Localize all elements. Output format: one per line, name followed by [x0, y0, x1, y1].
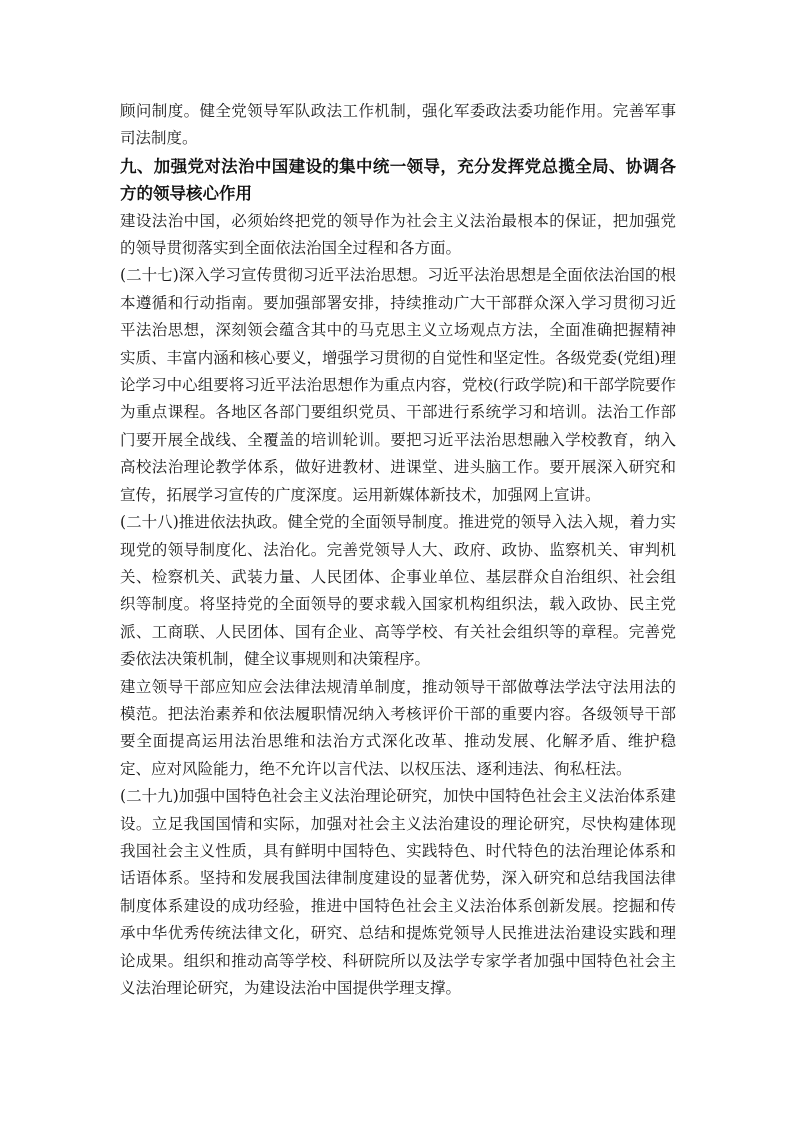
item-28-paragraph: (二十八)推进依法执政。健全党的全面领导制度。推进党的领导入法入规，着力实现党的领导制度化、法治化。完善党领导人大、政府、政协、监察机关、审判机关、检察机关、武装力量、人民团体、企事业单位、基层群众自治组织、社会组织等制度。将坚持党的全面领导的要求载入国家机构组织法，载入政协、民主党派、工商联、人民团体、国有企业、高等学校、有关社会组织等的章程。完善党委依法决策机制，健全议事规则和决策程序。 — [120, 513, 676, 669]
document-page — [120, 98, 676, 1002]
intro-paragraph: 建设法治中国，必须始终把党的领导作为社会主义法治最根本的保证，把加强党的领导贯彻落实到全面依法治国全过程和各方面。 — [120, 211, 676, 258]
section-heading: 九、加强党对法治中国建设的集中统一领导，充分发挥党总揽全局、协调各方的领导核心作用 — [120, 156, 676, 204]
item-27-paragraph: (二十七)深入学习宣传贯彻习近平法治思想。习近平法治思想是全面依法治国的根本遵循和行动指南。要加强部署安排，持续推动广大干部群众深入学习贯彻习近平法治思想，深刻领会蕴含其中的马克思主义立场观点方法，全面准确把握精神实质、丰富内涵和核心要义，增强学习贯彻的自觉性和坚定性。各级党委(党组)理论学习中心组要将习近平法治思想作为重点内容，党校(行政学院)和干部学院要作为重点课程。各地区各部门要组织党员、干部进行系统学习和培训。法治工作部门要开展全战线、全覆盖的培训轮训。要把习近平法治思想融入学校教育，纳入高校法治理论教学体系，做好进教材、进课堂、进头脑工作。要开展深入研究和宣传，拓展学习宣传的广度深度。运用新媒体新技术，加强网上宣讲。 — [120, 266, 676, 504]
continuation-paragraph: 顾问制度。健全党领导军队政法工作机制，强化军委政法委功能作用。完善军事司法制度。 — [120, 102, 676, 148]
item-28-continuation-paragraph: 建立领导干部应知应会法律法规清单制度，推动领导干部做尊法学法守法用法的模范。把法治素养和依法履职情况纳入考核评价干部的重要内容。各级领导干部要全面提高运用法治思维和法治方式深化改革、推动发展、化解矛盾、维护稳定、应对风险能力，绝不允许以言代法、以权压法、逐利违法、徇私枉法。 — [120, 677, 676, 778]
item-29-paragraph: (二十九)加强中国特色社会主义法治理论研究，加快中国特色社会主义法治体系建设。立足我国国情和实际，加强对社会主义法治建设的理论研究，尽快构建体现我国社会主义性质，具有鲜明中国特色、实践特色、时代特色的法治理论体系和话语体系。坚持和发展我国法律制度建设的显著优势，深入研究和总结我国法律制度体系建设的成功经验，推进中国特色社会主义法治体系创新发展。挖掘和传承中华优秀传统法律文化，研究、总结和提炼党领导人民推进法治建设实践和理论成果。组织和推动高等学校、科研院所以及法学专家学者加强中国特色社会主义法治理论研究，为建设法治中国提供学理支撑。 — [120, 787, 676, 997]
